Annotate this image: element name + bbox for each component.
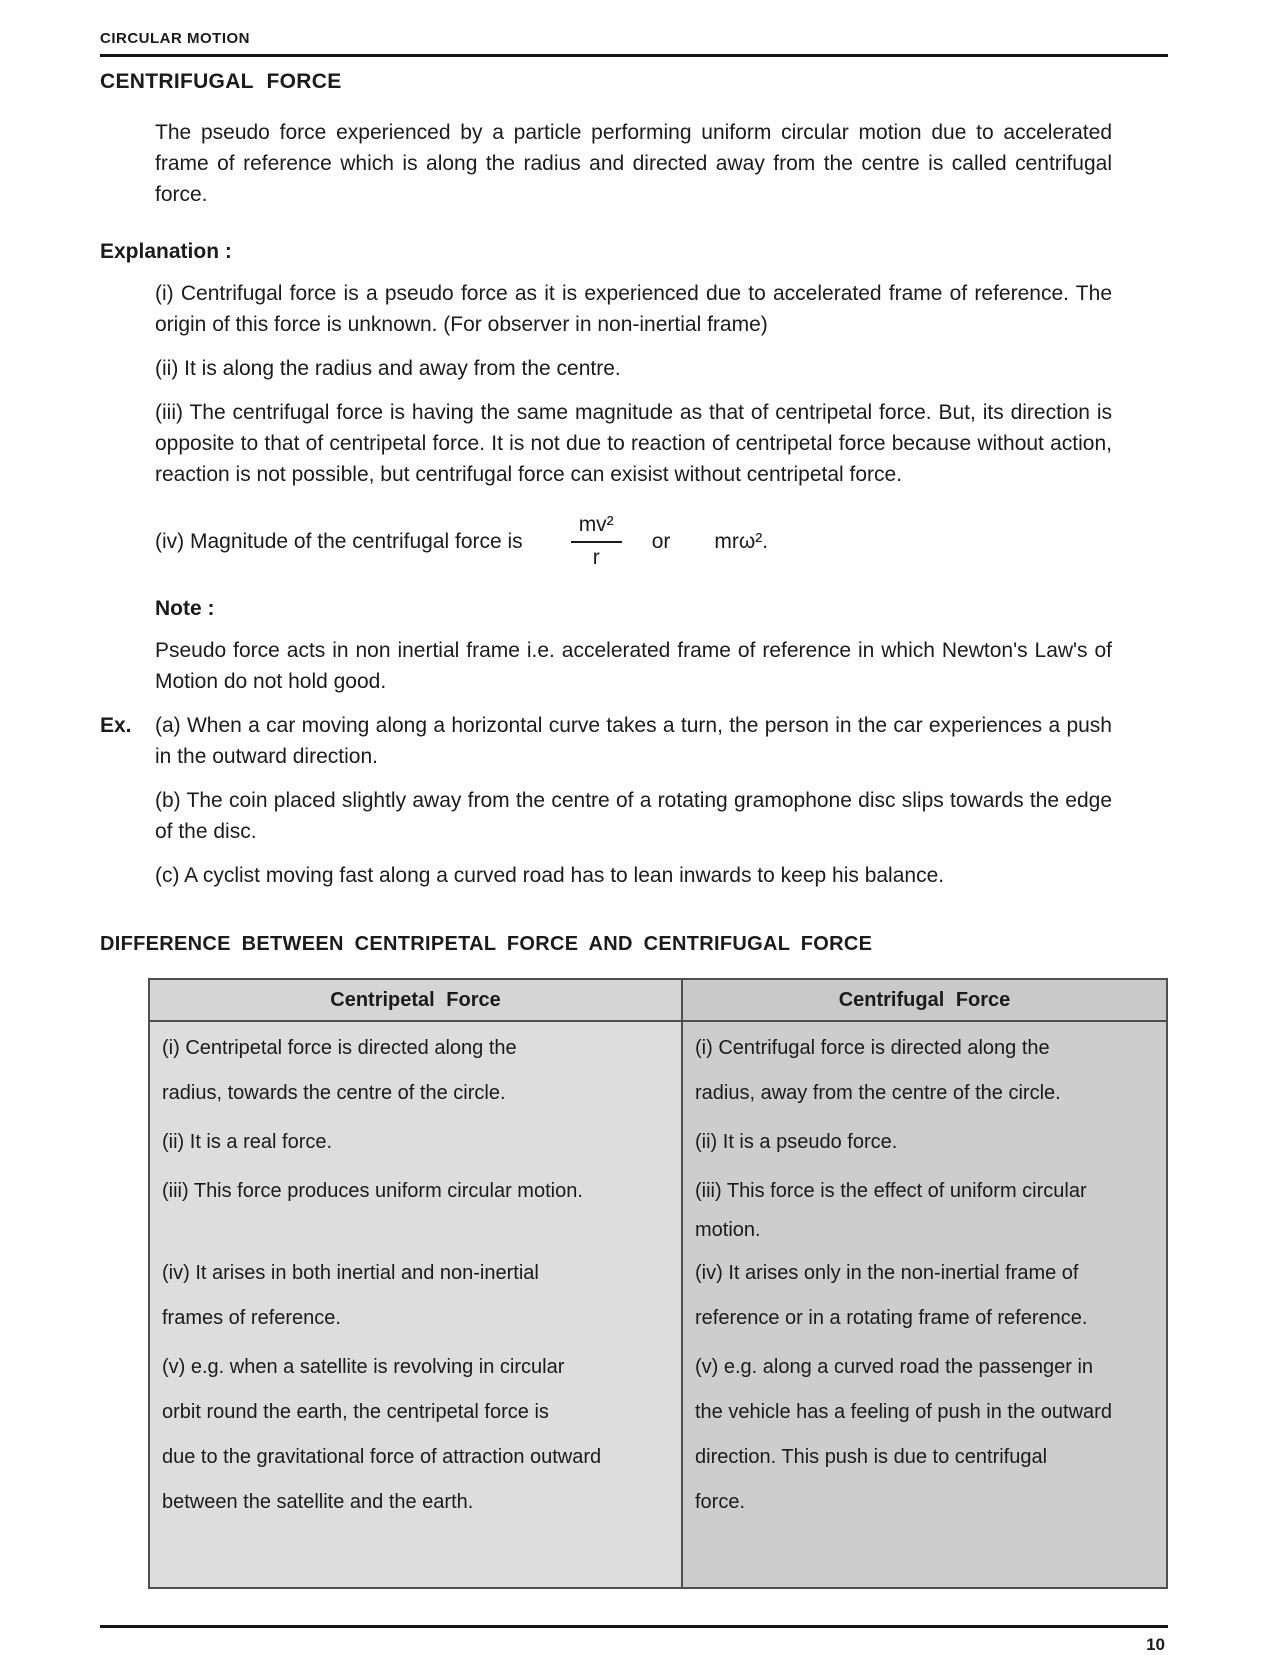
table-line: (v) e.g. when a satellite is revolving in circular [162,1356,565,1378]
running-header: CIRCULAR MOTION [100,30,1168,57]
table-header-centripetal: Centripetal Force [150,980,683,1022]
explanation-item-iv [155,514,1168,569]
table-line: the vehicle has a feeling of push in the outward [695,1401,1112,1423]
note-paragraph: Pseudo force acts in non inertial frame i.e. accelerated frame of reference in which Newton's Law's of Motion do not hold good. [155,639,1112,693]
table-line: (i) Centripetal force is directed along the [162,1037,517,1059]
explanation-item-iii: (iii) The centrifugal force is having the same magnitude as that of centripetal force. But, its direction is opposite to that of centripetal force. It is not due to reaction of centripetal force because without action, reaction is not possible, but centrifugal force can exisist without centripetal force. [155,401,1112,486]
or-connector: or [651,529,671,553]
example-b: (b) The coin placed slightly away from the centre of a rotating gramophone disc slips towards the edge of the disc. [155,789,1112,843]
page-number: 10 [1146,1635,1165,1654]
table-line: due to the gravitational force of attraction outward [162,1446,602,1468]
table-header-centrifugal: Centrifugal Force [683,980,1166,1022]
table-line: force. [695,1491,746,1513]
magnitude-prefix: (iv) Magnitude of the centrifugal force is [155,529,523,553]
table-line: radius, towards the centre of the circle. [162,1082,506,1104]
table-line: (i) Centrifugal force is directed along the [695,1037,1050,1059]
table-line: (iv) It arises in both inertial and non-inertial [162,1262,539,1284]
explanation-heading: Explanation : [100,240,232,263]
table-line: (iii) This force produces uniform circular motion. [162,1180,583,1202]
table-line: direction. This push is due to centrifugal [695,1446,1048,1468]
table-line: frames of reference. [162,1307,341,1329]
fraction-numerator: mv² [571,514,622,543]
table-line: (ii) It is a real force. [162,1131,333,1153]
explanation-item-i: (i) Centrifugal force is a pseudo force as it is experienced due to accelerated frame of reference. The origin of this force is unknown. (For observer in non-inertial frame) [155,282,1112,336]
table-line: (ii) It is a pseudo force. [695,1131,898,1153]
table-line: orbit round the earth, the centripetal force is [162,1401,549,1423]
table-row-iv-right [683,1247,1166,1341]
table-row-v-left [150,1341,683,1587]
table-row-v-right [683,1341,1166,1587]
table-row-iii-right [683,1165,1166,1247]
example-c: (c) A cyclist moving fast along a curved road has to lean inwards to keep his balance. [155,864,945,887]
example-a: (a) When a car moving along a horizontal curve takes a turn, the person in the car experiences a push in the outward direction. [155,714,1112,768]
table-row-iii-left [150,1165,683,1247]
footer-rule [100,1625,1168,1628]
table-row-i-left [150,1022,683,1116]
intro-paragraph: The pseudo force experienced by a particle performing uniform circular motion due to accelerated frame of reference which is along the radius and directed away from the centre is called centrifugal force. [155,121,1112,206]
section-title: CENTRIFUGAL FORCE [100,70,342,93]
explanation-item-ii: (ii) It is along the radius and away from the centre. [155,357,621,380]
example-a-row [100,710,1168,772]
fraction-mv2-over-r [571,514,622,569]
table-line: between the satellite and the earth. [162,1491,474,1513]
table-line: (v) e.g. along a curved road the passenger in [695,1356,1094,1378]
table-line: (iii) This force is the effect of uniform circular [695,1180,1087,1202]
table-line: motion. [695,1219,761,1241]
table-row-iv-left [150,1247,683,1341]
table-line: (iv) It arises only in the non-inertial frame of [695,1262,1079,1284]
difference-table [148,978,1168,1589]
alternative-formula: mrω². [714,529,769,553]
table-line: radius, away from the centre of the circle. [695,1082,1061,1104]
table-line: reference or in a rotating frame of reference. [695,1307,1088,1329]
example-label: Ex. [100,714,132,737]
table-row-i-right [683,1022,1166,1116]
table-row-ii-left [150,1116,683,1165]
table-row-ii-right [683,1116,1166,1165]
note-heading: Note : [155,597,215,620]
difference-heading: DIFFERENCE BETWEEN CENTRIPETAL FORCE AND CENTRIFUGAL FORCE [100,933,873,955]
fraction-denominator: r [592,546,600,569]
